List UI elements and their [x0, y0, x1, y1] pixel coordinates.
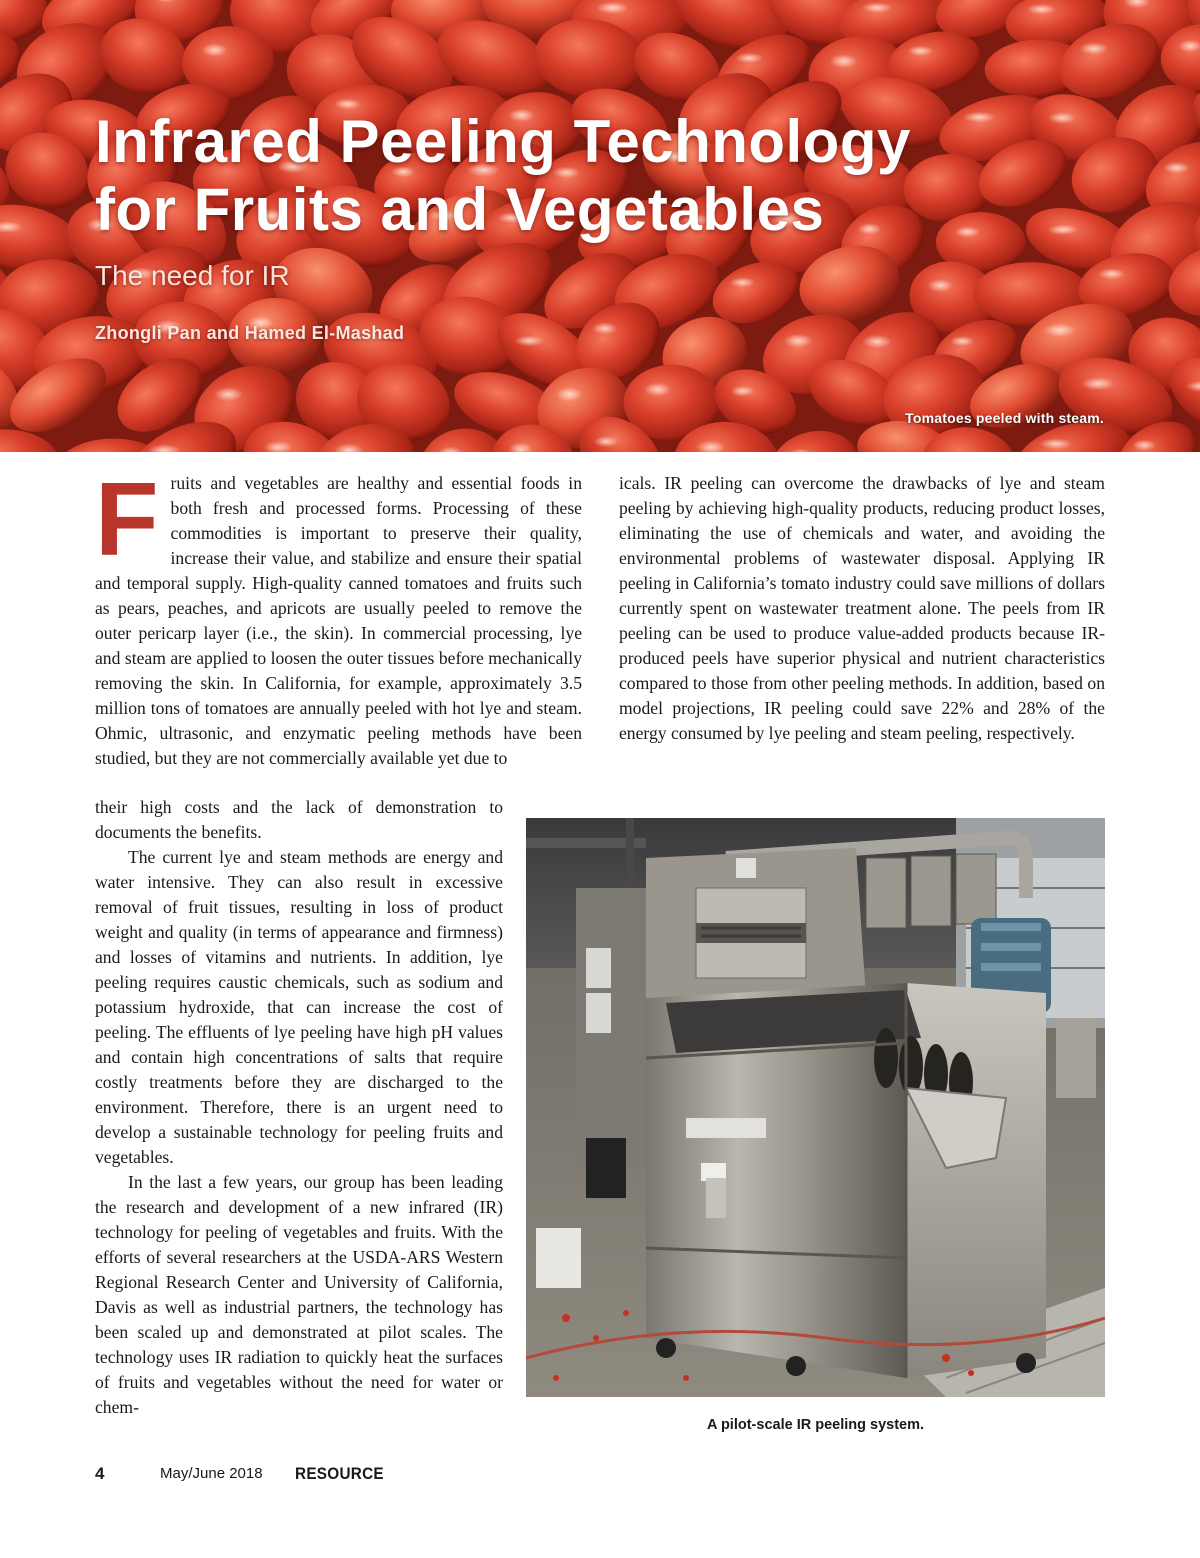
- hero-photo-tomatoes: [0, 0, 1200, 452]
- figure-caption: A pilot-scale IR peeling system.: [706, 1417, 925, 1433]
- paragraph-3: In the last a few years, our group has been leading the research and development of a new infrared (IR) technology for peeling of vegetables and fruits. With the efforts of several researchers at the USDA-ARS Western Regional Research Center and University of California, Davis as well as industrial partners, the technology has been scaled up and demonstrated at pilot scales. The technology uses IR radiation to quickly heat the surfaces of fruits and vegetables without the need for water or chem-: [95, 1172, 503, 1417]
- pilot-ir-peeling-system-photo: [526, 818, 1105, 1397]
- paragraph-1-continued: their high costs and the lack of demonstration to documents the benefits.: [95, 797, 503, 842]
- body-column-left-bottom: [95, 795, 503, 1420]
- hero-photo-caption: Tomatoes peeled with steam.: [905, 410, 1104, 426]
- body-column-left-top: [95, 462, 582, 771]
- paragraph-2: The current lye and steam methods are energy and water intensive. They can also result in excessive removal of fruit tissues, resulting in loss of product weight and quality (in terms of appearance and firmness) and losses of vitamins and nutrients. In addition, lye peeling requires caustic chemicals, such as sodium and potassium hydroxide, that can increase the cost of peeling. The effluents of lye peeling have high pH values and contain high concentrations of salts that require costly treatments before they are discharged to the environment. Therefore, there is an urgent need to develop a sustainable technology for peeling fruits and vegetables.: [95, 847, 503, 1167]
- drop-cap: F: [95, 462, 159, 578]
- article-subtitle: The need for IR: [95, 260, 290, 291]
- body-column-right: [619, 471, 1105, 746]
- paragraph-1-text: ruits and vegetables are healthy and essential foods in both fresh and processed forms. Processing of these commodities is important to preserve their quality, increase their value, and stabilize and ensure their spatial and temporal supply. High-quality canned tomatoes and fruits such as pears, peaches, and apricots are usually peeled to remove the outer pericarp layer (i.e., the skin). In commercial processing, lye and steam are applied to loosen the outer tissues before mechanically removing the skin. In California, for example, approximately 3.5 million tons of tomatoes are annually peeled with hot lye and steam. Ohmic, ultrasonic, and enzymatic peeling methods have been studied, but they are not commercially available yet due to: [95, 473, 582, 768]
- article-title-line-2: for Fruits and Vegetables: [95, 176, 825, 243]
- issue-date: May/June 2018: [160, 1465, 263, 1482]
- magazine-name: RESOURCE: [295, 1464, 384, 1483]
- paragraph-4: icals. IR peeling can overcome the drawbacks of lye and steam peeling by achieving high-quality products, reducing product losses, eliminating the use of chemicals and water, and avoiding the environmental problems of wastewater disposal. Applying IR peeling in California’s tomato industry could save millions of dollars currently spent on wastewater treatment alone. The peels from IR peeling can be used to produce value-added products because IR-produced peels have superior physical and nutrient characteristics compared to those from other peeling methods. In addition, based on model projections, IR peeling could save 22% and 28% of the energy consumed by lye peeling and steam peeling, respectively.: [619, 473, 1105, 743]
- ir-peeling-machine-image: [526, 818, 1105, 1397]
- article-title: [95, 108, 911, 244]
- article-authors: Zhongli Pan and Hamed El-Mashad: [95, 323, 405, 343]
- page-number: 4: [95, 1464, 105, 1483]
- article-title-line-1: Infrared Peeling Technology: [95, 108, 911, 175]
- paragraph-1: [95, 462, 582, 771]
